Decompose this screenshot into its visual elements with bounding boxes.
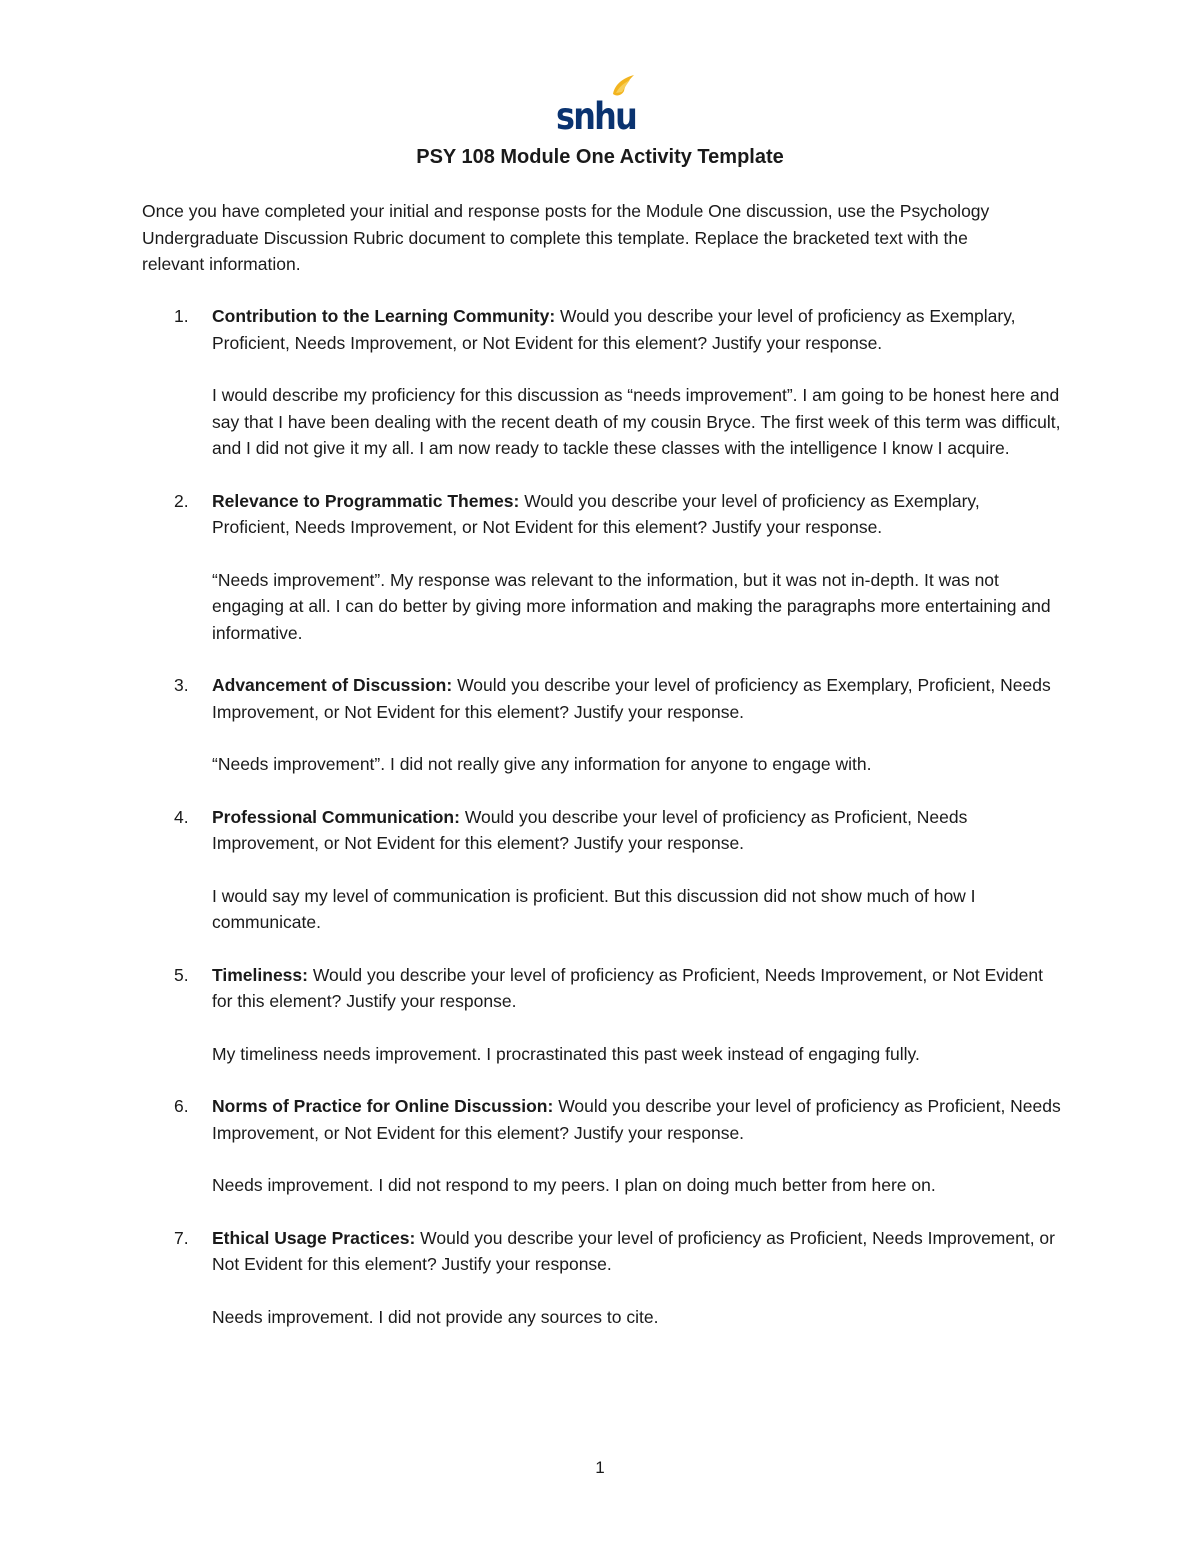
item-question-text: Would you describe your level of proficiency as Exemplary, Proficient, Needs Improvement, or Not Evident for this element? Justify your response.: [212, 675, 1051, 722]
rubric-item: [142, 303, 1062, 462]
logo-wordmark: snhu: [556, 95, 636, 134]
rubric-item: [142, 962, 1062, 1068]
item-question: [212, 488, 1062, 541]
item-question-text: Would you describe your level of proficiency as Proficient, Needs Improvement, or Not Evident for this element? Justify your response.: [212, 1227, 1055, 1274]
item-heading: Contribution to the Learning Community:: [212, 306, 556, 326]
item-answer: I would say my level of communication is proficient. But this discussion did not show much of how I communicate.: [212, 885, 976, 932]
item-answer: Needs improvement. I did not provide any sources to cite.: [212, 1306, 659, 1327]
item-number: 7.: [174, 1227, 189, 1248]
item-number: 5.: [174, 964, 189, 985]
item-heading: Norms of Practice for Online Discussion:: [212, 1096, 554, 1116]
item-question: [212, 962, 1062, 1015]
item-answer: Needs improvement. I did not respond to my peers. I plan on doing much better from here on.: [212, 1175, 936, 1195]
item-question-text: Would you describe your level of proficiency as Exemplary, Proficient, Needs Improvement, or Not Evident for this element? Justify your response.: [212, 306, 1016, 353]
item-number: 2.: [174, 490, 189, 511]
rubric-item: [142, 1093, 1062, 1199]
item-heading: Professional Communication:: [212, 806, 460, 827]
item-question: [212, 672, 1062, 725]
item-number: 1.: [174, 306, 189, 326]
item-question: [212, 303, 1062, 356]
item-question-text: Would you describe your level of proficiency as Proficient, Needs Improvement, or Not Evident for this element? Justify your response.: [212, 964, 1043, 1011]
snhu-logo-graphic: [555, 72, 641, 134]
item-heading: Ethical Usage Practices:: [212, 1227, 416, 1248]
snhu-logo: [555, 72, 641, 134]
rubric-item: [142, 1225, 1062, 1331]
item-number: 3.: [174, 675, 189, 695]
rubric-item-list: [142, 303, 1062, 1356]
page-number: 1: [595, 1458, 605, 1477]
item-question-text: Would you describe your level of proficiency as Proficient, Needs Improvement, or Not Evident for this element? Justify your response.: [212, 806, 968, 853]
item-question: [212, 1225, 1062, 1278]
item-heading: Relevance to Programmatic Themes:: [212, 490, 520, 511]
item-question-text: Would you describe your level of proficiency as Exemplary, Proficient, Needs Improvement, or Not Evident for this element? Justify your response.: [212, 490, 980, 537]
item-answer: “Needs improvement”. I did not really give any information for anyone to engage with.: [212, 754, 872, 774]
item-answer: “Needs improvement”. My response was relevant to the information, but it was not in-depth. It was not engaging at all. I can do better by giving more information and making the paragraphs more entertaining and informative.: [212, 569, 1051, 643]
rubric-item: [142, 804, 1062, 936]
item-question: [212, 804, 1062, 857]
rubric-item: [142, 672, 1062, 778]
item-answer: My timeliness needs improvement. I procrastinated this past week instead of engaging fully.: [212, 1043, 920, 1064]
item-question-text: Would you describe your level of proficiency as Proficient, Needs Improvement, or Not Evident for this element? Justify your response.: [212, 1096, 1061, 1143]
item-answer: I would describe my proficiency for this discussion as “needs improvement”. I am going to be honest here and say that I have been dealing with the recent death of my cousin Bryce. The first week of this term was difficult, and I did not give it my all. I am now ready to tackle these classes with the intelligence I know I acquire.: [212, 385, 1061, 458]
page-title: PSY 108 Module One Activity Template: [416, 146, 784, 168]
item-number: 4.: [174, 806, 189, 827]
intro-paragraph: Once you have completed your initial and response posts for the Module One discussion, use the Psychology Undergraduate Discussion Rubric document to complete this template. Replace the bracketed text with the relevant information.: [142, 201, 990, 274]
rubric-item: [142, 488, 1062, 647]
item-heading: Advancement of Discussion:: [212, 675, 453, 695]
item-number: 6.: [174, 1096, 189, 1116]
item-heading: Timeliness:: [212, 964, 308, 985]
item-question: [212, 1093, 1062, 1146]
